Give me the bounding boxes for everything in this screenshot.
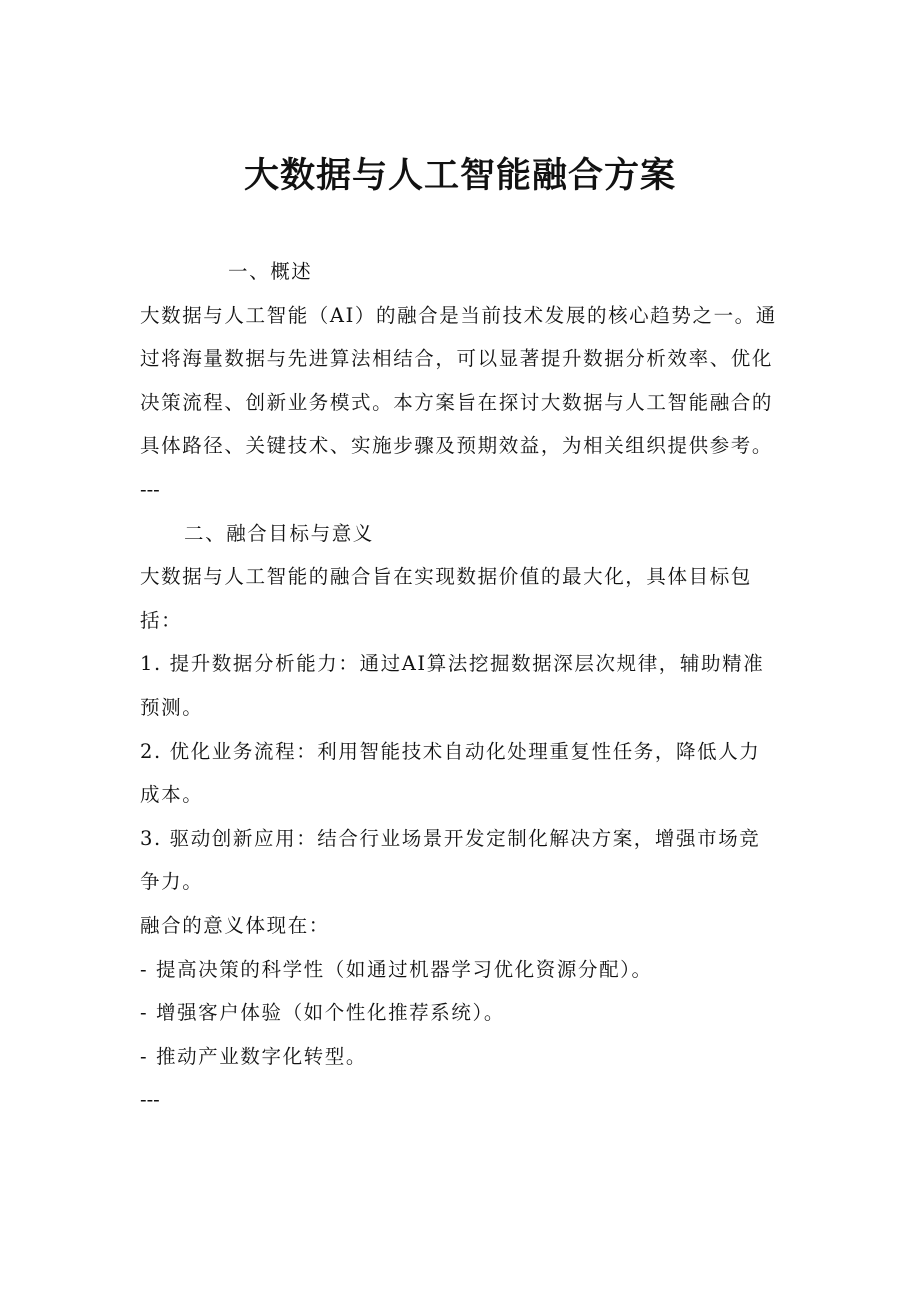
significance-intro: 融合的意义体现在：	[140, 913, 330, 937]
significance-list-item: - 推动产业数字化转型。	[140, 1044, 367, 1068]
section-heading-overview: 一、概述	[228, 260, 313, 283]
section-heading-goals: 二、融合目标与意义	[184, 521, 374, 545]
goals-intro-paragraph: 大数据与人工智能的融合旨在实现数据价值的最大化，具体目标包括：	[140, 565, 752, 632]
section-separator: ---	[140, 477, 160, 501]
goal-list-item: 2. 优化业务流程：利用智能技术自动化处理重复性任务，降低人力成本。	[140, 739, 761, 807]
document-title: 大数据与人工智能融合方案	[243, 156, 676, 196]
section-separator: ---	[140, 1088, 160, 1112]
document-body	[140, 250, 780, 1122]
goal-list-item: 1. 提升数据分析能力：通过AI算法挖掘数据深层次规律，辅助精准预测。	[140, 652, 765, 719]
significance-list-item: - 增强客户体验（如个性化推荐系统）。	[140, 1001, 505, 1025]
overview-paragraph: 大数据与人工智能（AI）的融合是当前技术发展的核心趋势之一。通过将海量数据与先进算法相结合，可以显著提升数据分析效率、优化决策流程、创新业务模式。本方案旨在探讨大数据与人工智能融合的具体路径、关键技术、实施步骤及预期效益，为相关组织提供参考。	[140, 303, 777, 458]
goal-list-item: 3. 驱动创新应用：结合行业场景开发定制化解决方案，增强市场竞争力。	[140, 826, 761, 894]
significance-list-item: - 提高决策的科学性（如通过机器学习优化资源分配）。	[140, 957, 653, 981]
